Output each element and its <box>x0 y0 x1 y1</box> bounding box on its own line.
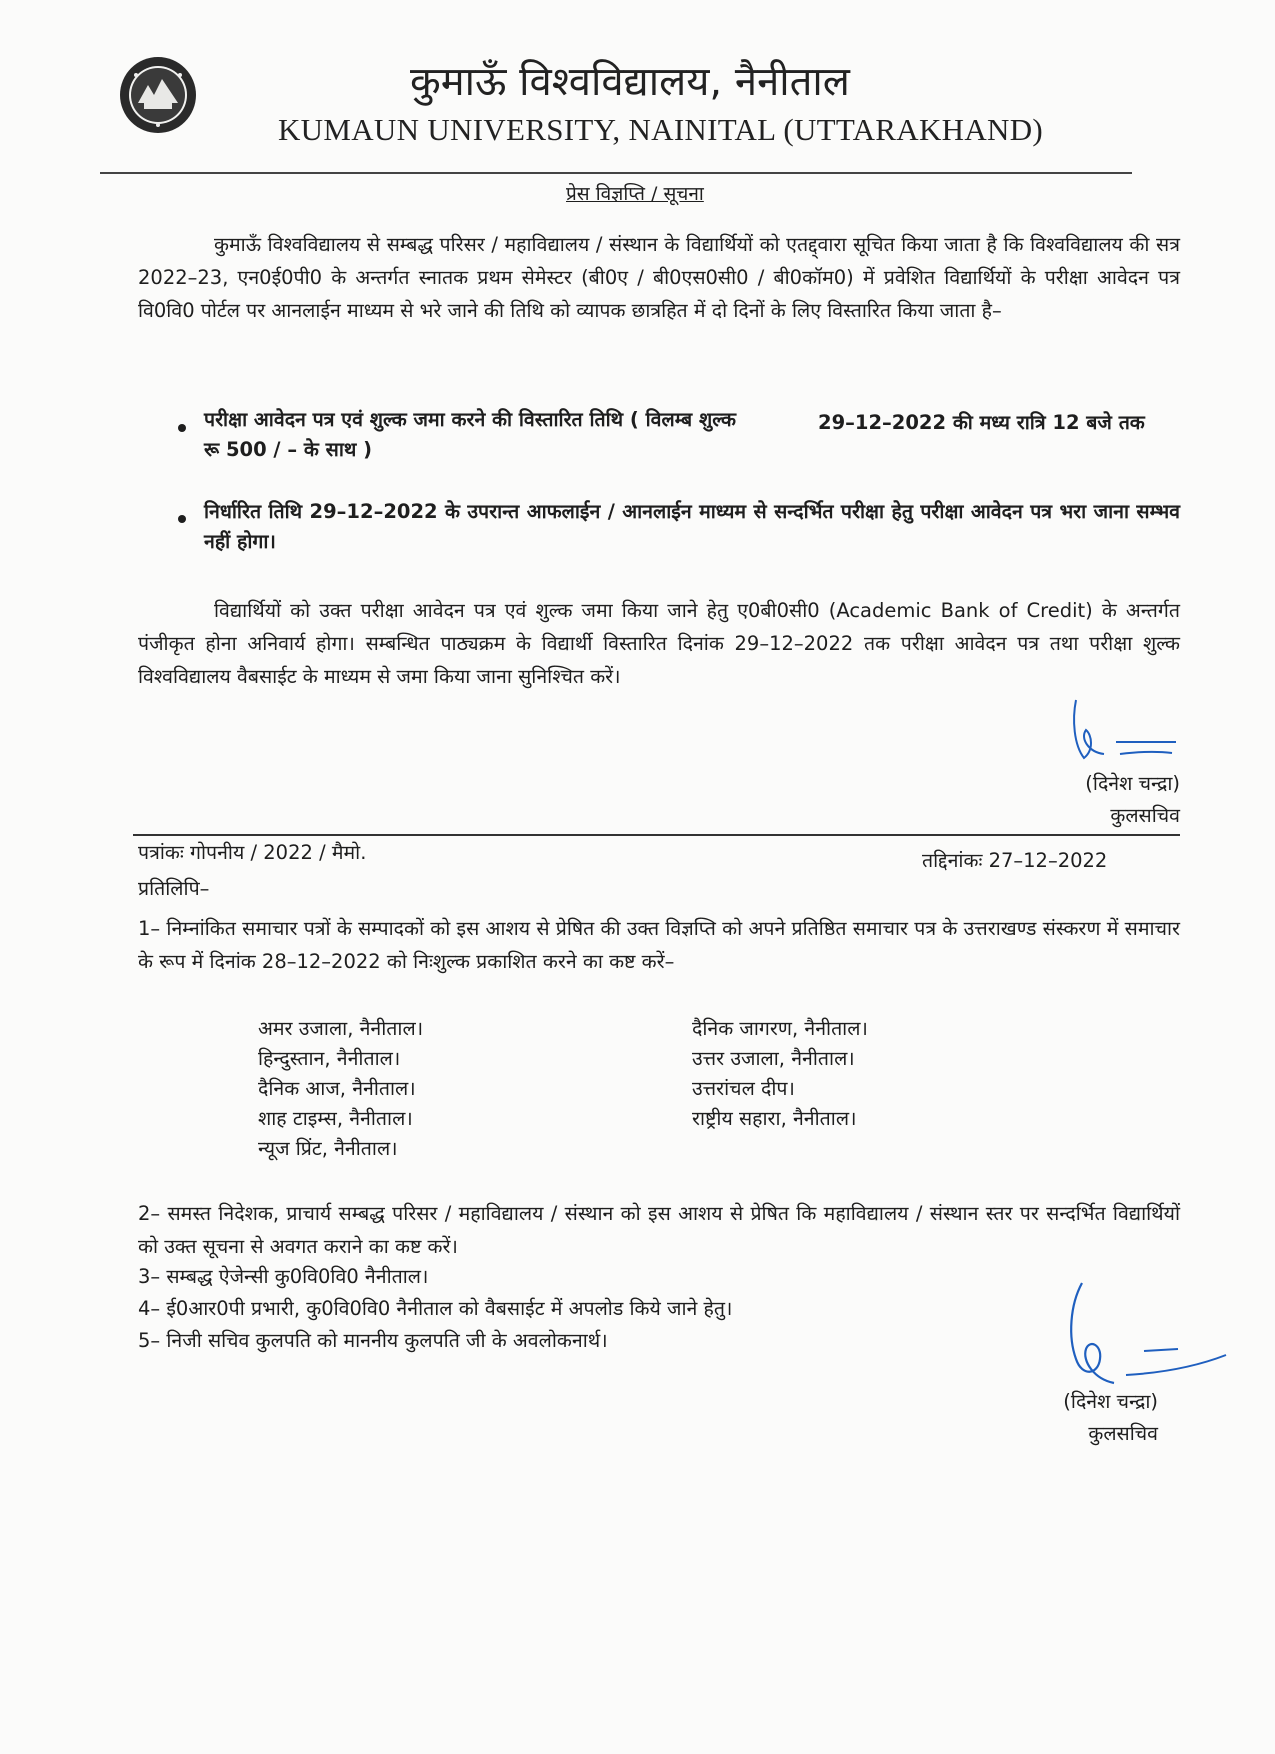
notice-heading: प्रेस विज्ञप्ति / सूचना <box>566 183 704 205</box>
signatory-name: (दिनेश चन्द्रा) <box>1085 772 1180 795</box>
newspaper-list-right <box>692 1014 868 1134</box>
notice-abc-paragraph: विद्यार्थियों को उक्त परीक्षा आवेदन पत्र एवं शुल्क जमा किया जाने हेतु ए0बी0सी0 (Academic Bank of Credit) के अन्तर्गत पंजीकृत होना अनिवार्य होगा। सम्बन्धित पाठ्यक्रम के विद्यार्थी विस्तारित दिनांक 29–12–2022 तक परीक्षा आवेदन पत्र तथा परीक्षा शुल्क विश्वविद्यालय वैबसाईट के माध्यम से जमा किया जाना सुनिश्चित करें। <box>138 599 1180 688</box>
list-item: शाह टाइम्स, नैनीताल। <box>258 1107 413 1130</box>
signatory-name: (दिनेश चन्द्रा) <box>1063 1390 1158 1413</box>
header-divider <box>100 172 1132 174</box>
university-name-english: KUMAUN UNIVERSITY, NAINITAL (UTTARAKHAND) <box>278 112 1044 147</box>
copy-to-label: प्रतिलिपि– <box>138 877 210 900</box>
notice-intro-paragraph: कुमाऊँ विश्वविद्यालय से सम्बद्ध परिसर / महाविद्यालय / संस्थान के विद्यार्थियों को एतद्द्वारा सूचित किया जाता है कि विश्वविद्यालय की सत्र 2022–23, एन0ई0पी0 के अन्तर्गत स्नातक प्रथम सेमेस्टर (बी0ए / बी0एस0सी0 / बी0कॉम0) में प्रवेशित विद्यार्थियों के परीक्षा आवेदन पत्र वि0वि0 पोर्टल पर आनलाईन माध्यम से भरे जाने की तिथि को व्यापक छात्रहित में दो दिनों के लिए विस्तारित किया जाता है– <box>138 233 1180 322</box>
copy-item-2: 2– समस्त निदेशक, प्राचार्य सम्बद्ध परिसर / महाविद्यालय / संस्थान को इस आशय से प्रेषित कि महाविद्यालय / संस्थान स्तर पर सन्दर्भित विद्यार्थियों को उक्त सूचना से अवगत कराने का कष्ट करें। <box>138 1202 1180 1258</box>
bullet-icon <box>178 515 186 523</box>
list-item: हिन्दुस्तान, नैनीताल। <box>258 1047 401 1070</box>
signatory-title: कुलसचिव <box>1110 804 1180 827</box>
copy-item-1: 1– निम्नांकित समाचार पत्रों के सम्पादकों को इस आशय से प्रेषित की उक्त विज्ञप्ति को अपने प्रतिष्ठित समाचार पत्र के उत्तराखण्ड संस्करण में समाचार के रूप में दिनांक 28–12–2022 को निःशुल्क प्रकाशित करने का कष्ट करें– <box>138 917 1180 973</box>
copy-item-4: 4– ई0आर0पी प्रभारी, कु0वि0वि0 नैनीताल को वैबसाईट में अपलोड किये जाने हेतु। <box>138 1297 733 1320</box>
list-item: न्यूज प्रिंट, नैनीताल। <box>258 1137 398 1160</box>
list-item: अमर उजाला, नैनीताल। <box>258 1017 424 1040</box>
bullet-deadline-note: निर्धारित तिथि 29–12–2022 के उपरान्त आफलाईन / आनलाईन माध्यम से सन्दर्भित परीक्षा हेतु परीक्षा आवेदन पत्र भरा जाना सम्भव नहीं होगा। <box>204 500 1180 553</box>
reference-number: पत्रांकः गोपनीय / 2022 / मैमो. <box>138 841 367 864</box>
section-divider <box>133 834 1180 836</box>
bullet-extended-date-value: 29–12–2022 की मध्य रात्रि 12 बजे तक <box>818 411 1145 434</box>
university-name-hindi: कुमाऊँ विश्वविद्यालय, नैनीताल <box>410 59 850 105</box>
signature-mark <box>1066 690 1186 780</box>
newspaper-list-left <box>258 1014 423 1164</box>
signature-block <box>1018 1386 1158 1450</box>
copy-item-5: 5– निजी सचिव कुलपति को माननीय कुलपति जी के अवलोकनार्थ। <box>138 1329 608 1352</box>
copy-item-3: 3– सम्बद्ध ऐजेन्सी कु0वि0वि0 नैनीताल। <box>138 1265 429 1288</box>
list-item: राष्ट्रीय सहारा, नैनीताल। <box>692 1107 857 1130</box>
bullet-extended-date-label: परीक्षा आवेदन पत्र एवं शुल्क जमा करने की विस्तारित तिथि ( विलम्ब शुल्क रू 500 / – के साथ ) <box>204 408 737 461</box>
bullet-icon <box>178 424 186 432</box>
dispatch-date: तद्दिनांकः 27–12–2022 <box>922 849 1108 872</box>
list-item: दैनिक आज, नैनीताल। <box>258 1077 416 1100</box>
signatory-title: कुलसचिव <box>1088 1422 1158 1445</box>
list-item: उत्तर उजाला, नैनीताल। <box>692 1047 855 1070</box>
signature-block <box>1040 768 1180 832</box>
list-item: दैनिक जागरण, नैनीताल। <box>692 1017 868 1040</box>
list-item: उत्तरांचल दीप। <box>692 1077 795 1100</box>
university-seal <box>118 55 198 135</box>
